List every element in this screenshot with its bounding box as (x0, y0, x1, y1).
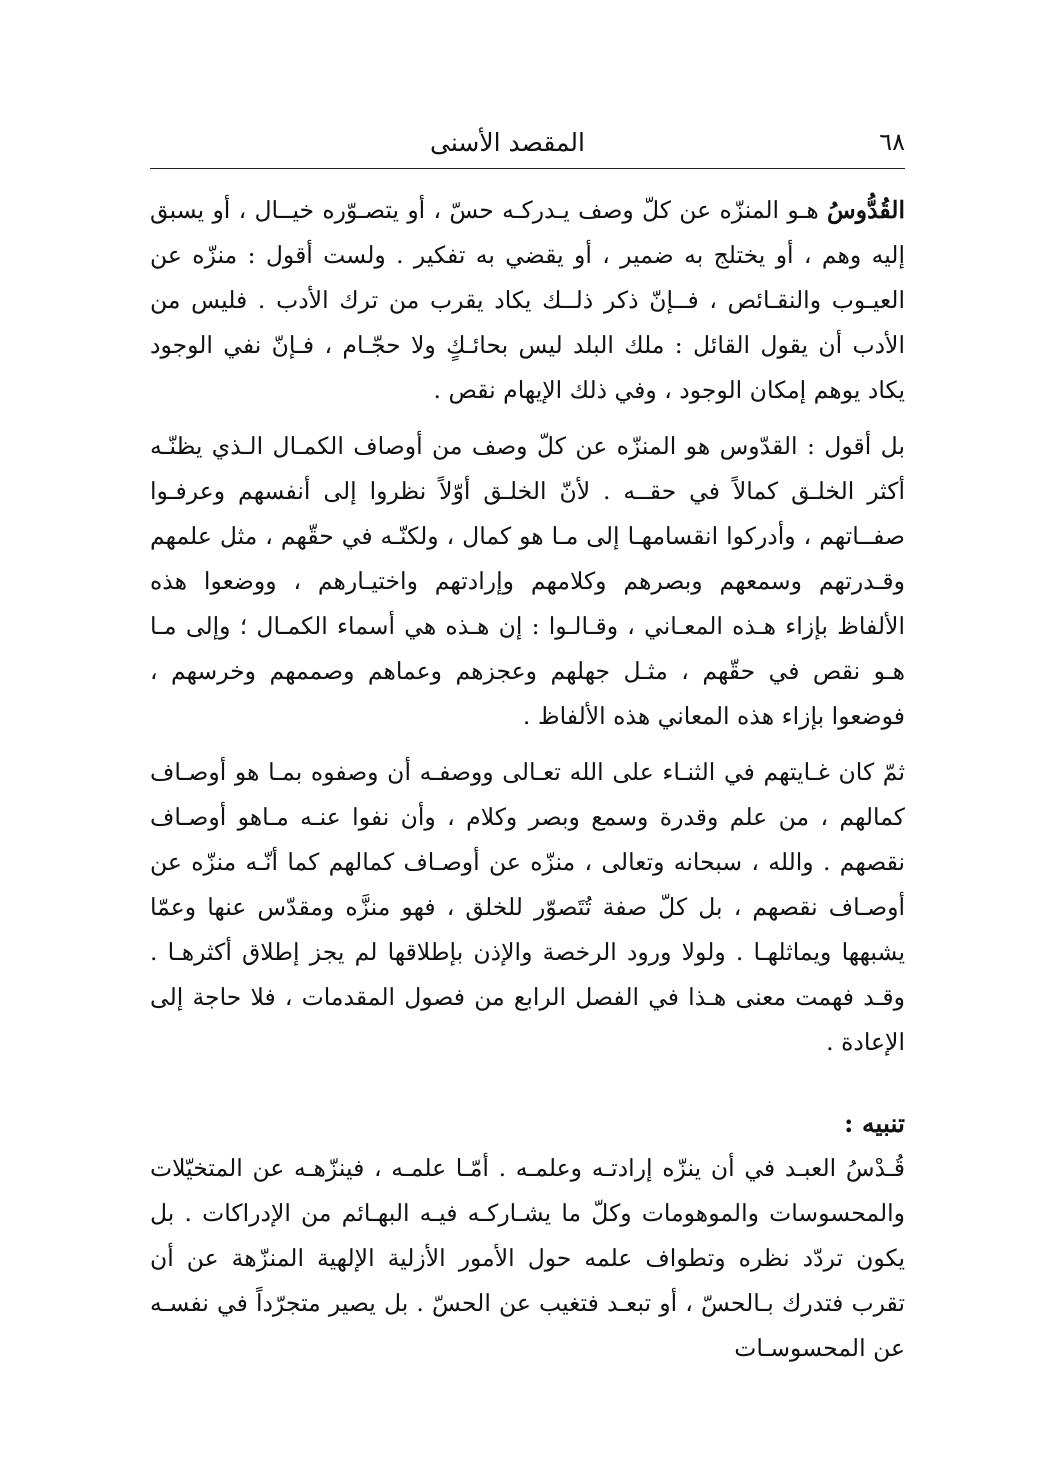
lead-word: القُدُّوسُ (827, 196, 905, 224)
paragraph-text: هـو المنزّه عن كلّ وصف يـدركـه حسّ ، أو يتصـوّره خيــال ، أو يسبق إليه وهم ، أو يختلج به ضمير ، أو يقضي به تفكير . ولست أقول : منزّه عن العيـوب والنقـائص ، فــإنّ ذكر ذلــك يكاد يقرب من ترك الأدب . فليس من الأدب أن يقول القائل : ملك البلد ليس بحائـكٍ ولا حجّـام ، فـإنّ نفي الوجود يكاد يوهم إمكان الوجود ، وفي ذلك الإيهام نقص . (150, 196, 905, 404)
note-title: تنبيه : (844, 1109, 905, 1138)
note-paragraph: قُـدْسُ العبـد في أن ينزّه إرادتـه وعلمـه . أمّـا علمـه ، فينزّهـه عن المتخيّلات والمحسوسات والموهومات وكلّ ما يشـاركـه فيـه البهـائم من الإدراكات . بل يكون تردّد نظره وتطواف علمه حول الأمور الأزلية الإلهية المنزّهة عن أن تقرب فتدرك بـالحسّ ، أو تبعـد فتغيب عن الحسّ . بل يصير متجرّداً في نفسـه عن المحسوسـات (150, 1154, 905, 1362)
paragraph-2: بل أقول : القدّوس هو المنزّه عن كلّ وصف من أوصاف الكمـال الـذي يظنّـه أكثر الخلـق كمالاً في حقــه . لأنّ الخلـق أوّلاً نظروا إلى أنفسهم وعرفـوا صفــاتهم ، وأدركوا انقسامهـا إلى مـا هو كمال ، ولكنّـه في حقّهم ، مثل علمهم وقـدرتهم وسمعهم وبصرهم وكلامهم وإرادتهم واختيـارهم ، ووضعوا هذه الألفاظ بإزاء هـذه المعـاني ، وقـالـوا : إن هـذه هي أسماء الكمـال ؛ وإلى مـا هـو نقص في حقّهم ، مثـل جهلهم وعجزهم وعماهم وصممهم وخرسهم ، فوضعوا بإزاء هذه المعاني هذه الألفاظ . (150, 432, 905, 730)
running-title: المقصد الأسنى (430, 128, 585, 157)
page-header (150, 120, 905, 170)
note-section (150, 1102, 905, 1371)
paragraph-1 (150, 188, 905, 413)
header-rule (150, 168, 905, 169)
page-number: ٦٨ (879, 128, 905, 156)
main-text (150, 188, 905, 1065)
paragraph-3: ثمّ كان غـايتهم في الثنـاء على الله تعـالى ووصفـه أن وصفوه بمـا هو أوصـاف كمالهم ، من علم وقدرة وسمع وبصر وكلام ، وأن نفوا عنـه مـاهو أوصـاف نقصهم . والله ، سبحانه وتعالى ، منزّه عن أوصـاف كمالهم كما أنّـه منزّه عن أوصـاف نقصهم ، بل كلّ صفة تُتَصوّر للخلق ، فهو منزَّه ومقدّس عنها وعمّا يشبهها ويماثلهـا . ولولا ورود الرخصة والإذن بإطلاقها لم يجز إطلاق أكثرهـا . وقـد فهمت معنى هـذا في الفصل الرابع من فصول المقدمات ، فلا حاجة إلى الإعادة . (150, 758, 905, 1056)
